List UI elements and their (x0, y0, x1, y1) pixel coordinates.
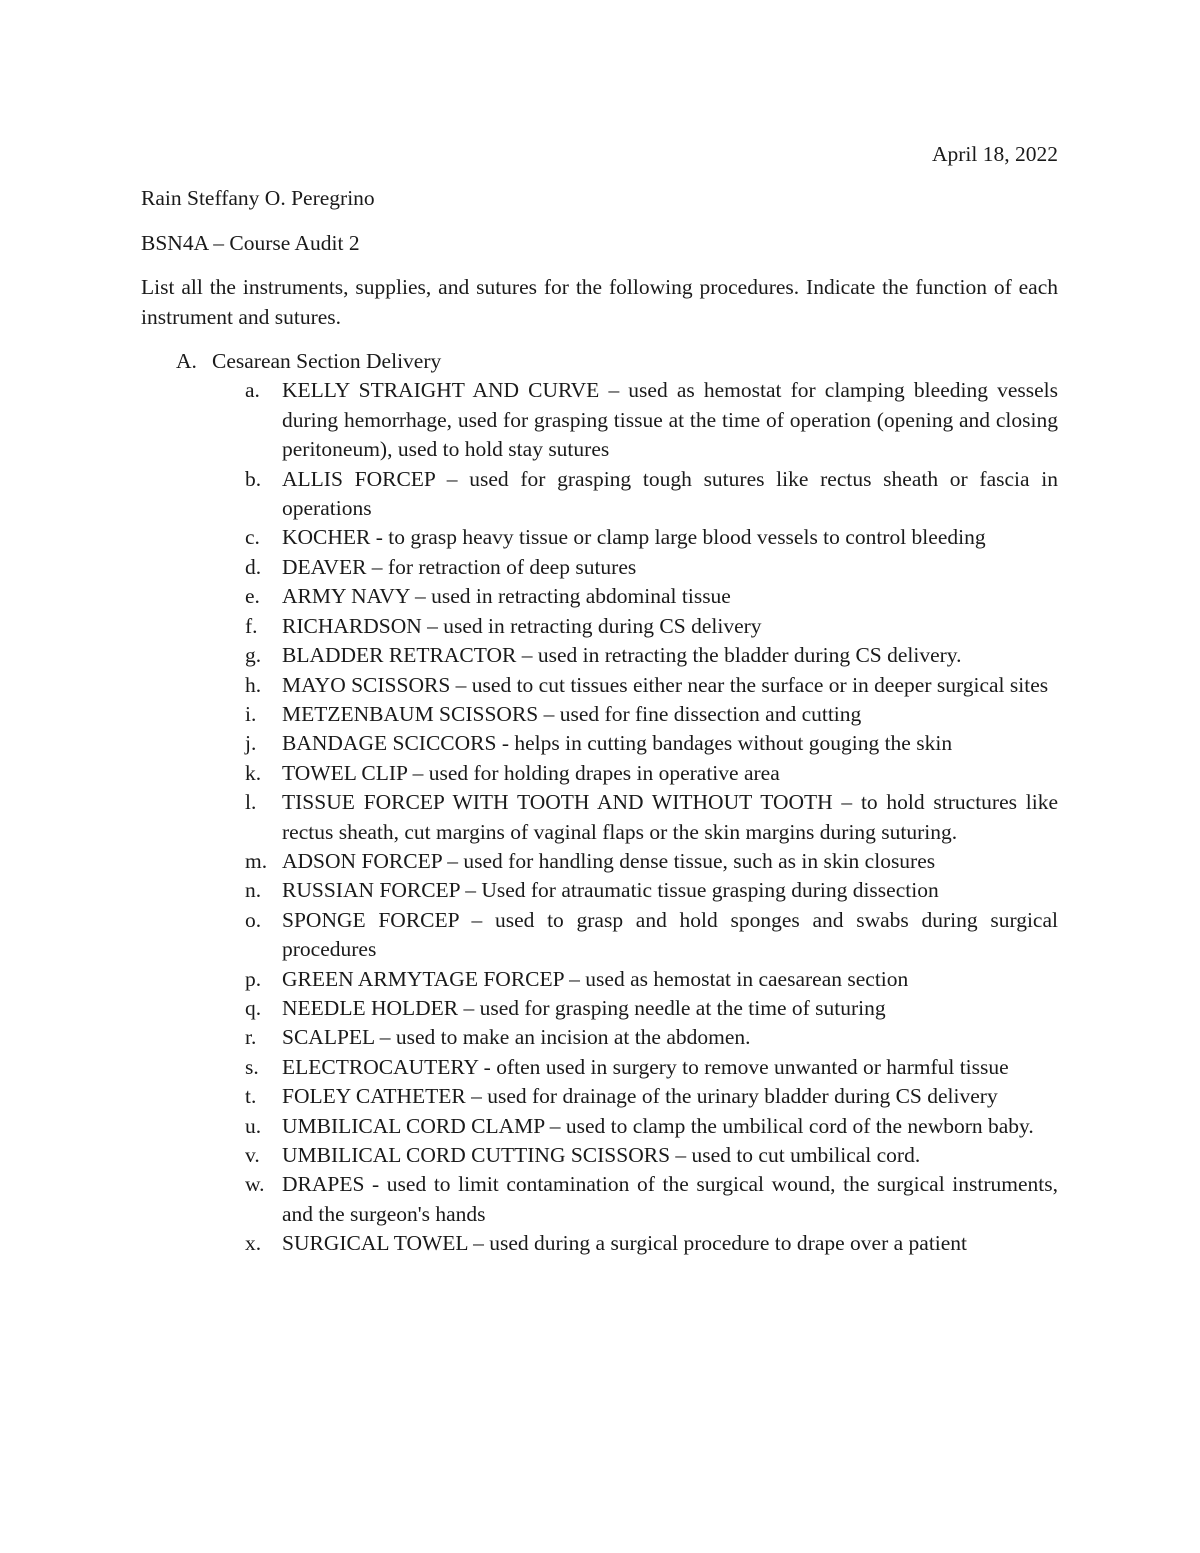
list-item-marker: j. (245, 731, 257, 756)
list-item-text: BLADDER RETRACTOR – used in retracting the bladder during CS delivery. (282, 643, 962, 668)
list-item (141, 1141, 1058, 1170)
list-item-text: GREEN ARMYTAGE FORCEP – used as hemostat in caesarean section (282, 966, 909, 991)
list-item-marker: m. (245, 848, 268, 873)
list-item (141, 700, 1058, 729)
list-item-marker: r. (245, 1025, 257, 1050)
list-item (141, 465, 1058, 524)
procedure-section (141, 347, 1058, 1259)
list-item-text: RUSSIAN FORCEP – Used for atraumatic tissue grasping during dissection (282, 878, 939, 903)
list-item (141, 729, 1058, 758)
document-date: April 18, 2022 (931, 142, 1058, 166)
list-item-text: RICHARDSON – used in retracting during CS delivery (282, 613, 762, 638)
list-item (141, 553, 1058, 582)
instrument-list (141, 376, 1058, 1258)
list-item (141, 847, 1058, 876)
list-item-marker: i. (245, 701, 257, 726)
list-item (141, 906, 1058, 965)
list-item-marker: d. (245, 554, 262, 579)
list-item-text: SURGICAL TOWEL – used during a surgical procedure to drape over a patient (282, 1231, 968, 1256)
list-item-text: ADSON FORCEP – used for handling dense tissue, such as in skin closures (282, 848, 936, 873)
list-item-text: ALLIS FORCEP – used for grasping tough sutures like rectus sheath or fascia in operations (282, 466, 1058, 521)
list-item (141, 965, 1058, 994)
list-item-marker: f. (245, 613, 258, 638)
list-item (141, 1170, 1058, 1229)
list-item (141, 1053, 1058, 1082)
list-item-text: FOLEY CATHETER – used for drainage of the urinary bladder during CS delivery (282, 1084, 998, 1109)
list-item-marker: w. (245, 1172, 265, 1197)
list-item (141, 876, 1058, 905)
document-page (141, 140, 1058, 1259)
list-item-text: UMBILICAL CORD CLAMP – used to clamp the umbilical cord of the newborn baby. (282, 1113, 1034, 1138)
list-item-marker: b. (245, 466, 262, 491)
list-item (141, 376, 1058, 464)
list-item-text: METZENBAUM SCISSORS – used for fine dissection and cutting (282, 701, 862, 726)
list-item-marker: p. (245, 966, 262, 991)
list-item-marker: a. (245, 378, 260, 403)
list-item-text: DRAPES - used to limit contamination of the surgical wound, the surgical instruments, and the surgeon's hands (282, 1172, 1058, 1226)
list-item-text: KELLY STRAIGHT AND CURVE – used as hemostat for clamping bleeding vessels during hemorrhage, used for grasping tissue at the time of operation (opening and closing peritoneum), used to hold stay sutures (282, 378, 1058, 462)
course-line: BSN4A – Course Audit 2 (141, 230, 360, 255)
list-item-text: MAYO SCISSORS – used to cut tissues either near the surface or in deeper surgical sites (282, 672, 1049, 697)
list-item (141, 994, 1058, 1023)
list-item (141, 1082, 1058, 1111)
list-item-marker: s. (245, 1054, 259, 1079)
list-item-marker: k. (245, 760, 262, 785)
section-title: Cesarean Section Delivery (212, 349, 442, 374)
list-item (141, 612, 1058, 641)
list-item-text: ARMY NAVY – used in retracting abdominal tissue (282, 584, 731, 609)
list-item (141, 582, 1058, 611)
list-item-marker: u. (245, 1113, 262, 1138)
list-item-text: NEEDLE HOLDER – used for grasping needle at the time of suturing (282, 995, 886, 1020)
list-item (141, 788, 1058, 847)
list-item-marker: q. (245, 995, 262, 1020)
list-item-text: TOWEL CLIP – used for holding drapes in operative area (282, 760, 780, 785)
list-item-text: SCALPEL – used to make an incision at the abdomen. (282, 1025, 751, 1050)
list-item-marker: v. (245, 1143, 260, 1167)
list-item-marker: o. (245, 907, 262, 932)
list-item-marker: n. (245, 878, 262, 903)
list-item (141, 641, 1058, 670)
list-item-text: SPONGE FORCEP – used to grasp and hold sponges and swabs during surgical procedures (282, 907, 1058, 962)
list-item-marker: h. (245, 672, 262, 697)
list-item-marker: l. (245, 790, 257, 815)
student-name: Rain Steffany O. Peregrino (141, 186, 375, 211)
section-letter: A. (176, 349, 197, 374)
list-item-marker: c. (245, 525, 260, 550)
list-item-marker: x. (245, 1231, 262, 1256)
list-item (141, 1112, 1058, 1141)
list-item-text: TISSUE FORCEP WITH TOOTH AND WITHOUT TOOTH – to hold structures like rectus sheath, cut margins of vaginal flaps or the skin margins during suturing. (282, 790, 1058, 844)
list-item-text: DEAVER – for retraction of deep sutures (282, 554, 637, 579)
list-item-marker: g. (245, 643, 262, 668)
list-item-text: BANDAGE SCICCORS - helps in cutting bandages without gouging the skin (282, 731, 953, 756)
list-item-marker: t. (245, 1084, 257, 1109)
list-item-marker: e. (245, 584, 260, 609)
list-item (141, 1023, 1058, 1052)
section-heading (141, 347, 1058, 376)
list-item-text: ELECTROCAUTERY - often used in surgery to remove unwanted or harmful tissue (282, 1054, 1009, 1079)
instructions-text: List all the instruments, supplies, and sutures for the following procedures. Indicate the function of each instrument and sutures. (141, 275, 1058, 329)
list-item (141, 759, 1058, 788)
list-item (141, 1229, 1058, 1258)
list-item-text: KOCHER - to grasp heavy tissue or clamp large blood vessels to control bleeding (282, 525, 986, 550)
list-item-text: UMBILICAL CORD CUTTING SCISSORS – used to cut umbilical cord. (282, 1143, 921, 1167)
list-item (141, 671, 1058, 700)
list-item (141, 523, 1058, 552)
